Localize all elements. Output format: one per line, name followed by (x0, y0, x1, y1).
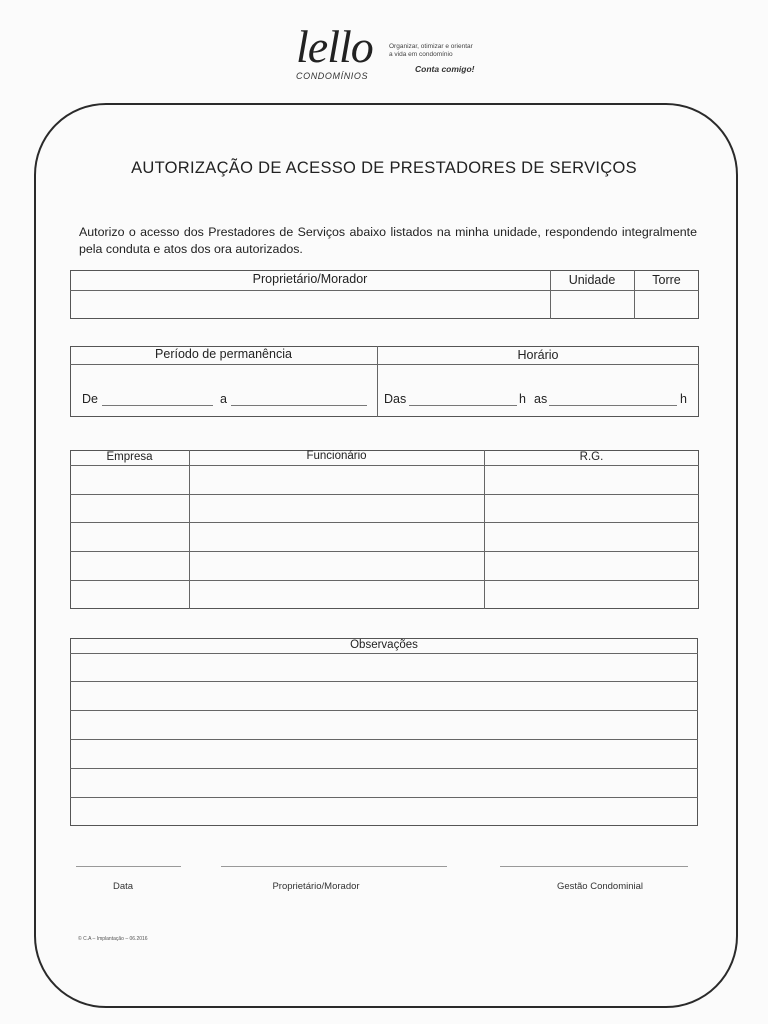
tagline (389, 43, 499, 59)
date-signature-line[interactable] (76, 866, 181, 867)
period-header: Período de permanência (155, 347, 292, 361)
lello-logo: lello (296, 21, 373, 72)
owner-signature-label: Proprietário/Morador (272, 881, 360, 892)
footer-code: © C.A – Implantação – 06.2016 (78, 936, 148, 942)
company-header: Empresa (106, 451, 153, 463)
to-label: a (220, 392, 227, 406)
hour-unit-2: h (680, 392, 687, 406)
from-time-label: Das (384, 392, 407, 406)
notes-entry-area[interactable] (71, 654, 697, 825)
form-title: AUTORIZAÇÃO DE ACESSO DE PRESTADORES DE SERVIÇOS (131, 159, 637, 177)
to-time-field[interactable] (549, 405, 677, 406)
authorization-text: Autorizo o acesso dos Prestadores de Serviços abaixo listados na minha unidade, respondendo integralmente pela conduta e atos dos ora autorizados. (79, 225, 697, 256)
date-label: Data (112, 881, 134, 892)
period-table-header-line (70, 364, 699, 365)
rg-header: R.G. (579, 451, 604, 463)
from-date-field[interactable] (102, 405, 213, 406)
owner-header: Proprietário/Morador (252, 272, 368, 286)
unit-header: Unidade (568, 273, 616, 287)
tagline-line-2: a vida em condomínio (389, 51, 453, 58)
from-time-field[interactable] (409, 405, 517, 406)
hour-unit-1: h (519, 392, 526, 406)
owner-field[interactable] (71, 291, 549, 318)
tower-field[interactable] (635, 291, 698, 318)
slogan: Conta comigo! (415, 64, 475, 74)
management-signature-line[interactable] (500, 866, 688, 867)
owner-signature-line[interactable] (221, 866, 447, 867)
employee-header: Funcionário (306, 450, 367, 462)
to-date-field[interactable] (231, 405, 367, 406)
tagline-line-1: Organizar, otimizar e orientar (389, 43, 473, 50)
notes-header: Observações (350, 639, 418, 651)
as-label: as (534, 392, 548, 406)
time-header: Horário (517, 348, 559, 362)
management-label: Gestão Condominial (556, 881, 644, 892)
from-label: De (82, 392, 98, 406)
logo-subtitle: CONDOMÍNIOS (296, 71, 369, 81)
workers-entry-area[interactable] (71, 466, 698, 608)
unit-field[interactable] (551, 291, 633, 318)
tower-header: Torre (652, 273, 681, 287)
